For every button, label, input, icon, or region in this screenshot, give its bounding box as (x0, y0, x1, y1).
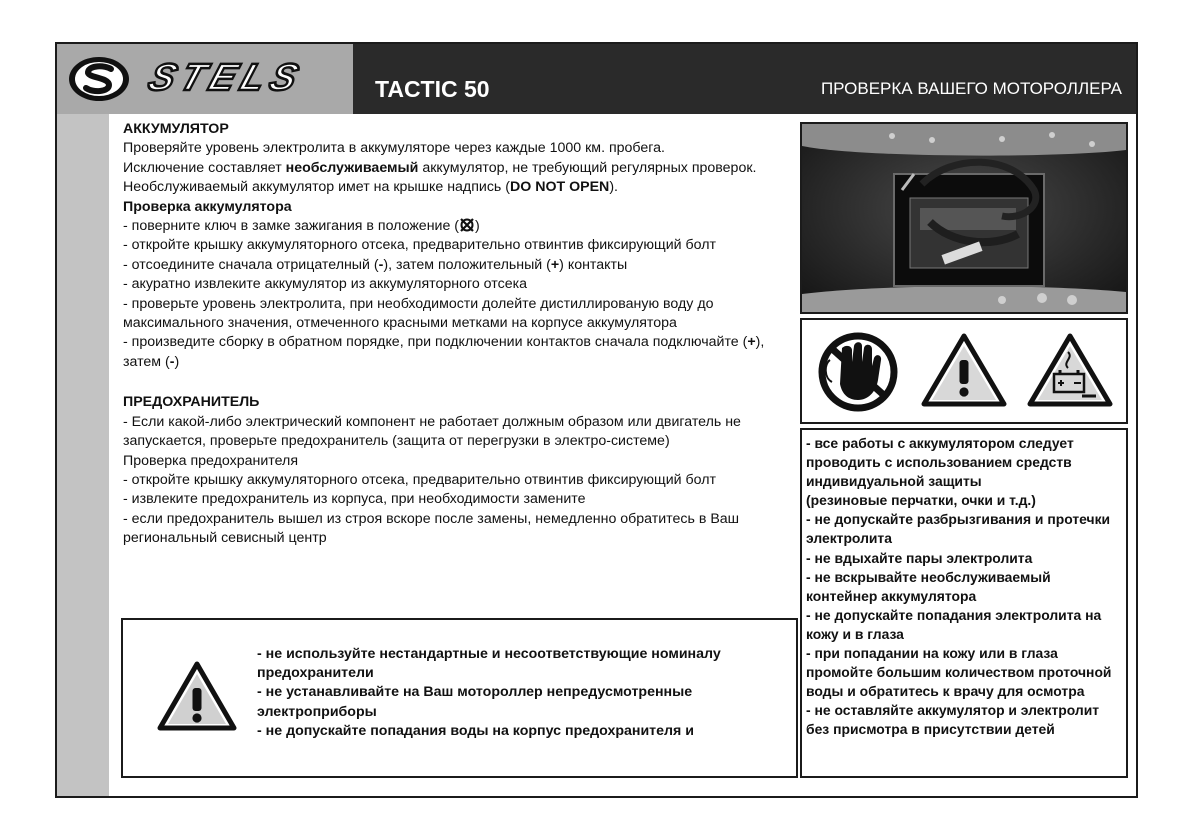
safety-line-8: - не оставляйте аккумулятор и электролит без присмотра в присутствии детей (806, 702, 1100, 738)
battery-hazard-icon (1030, 336, 1110, 404)
svg-text:STELS: STELS (143, 56, 310, 99)
fuse-heading: ПРЕДОХРАНИТЕЛЬ (123, 394, 260, 411)
fuse-warning-line-3: - не допускайте попадания воды на корпус предохранителя и (257, 722, 694, 739)
page-header (57, 44, 1136, 114)
fuse-warning-text (257, 645, 782, 741)
battery-intro-1: Проверяйте уровень электролита в аккумуляторе через каждые 1000 км. пробега. (123, 140, 665, 157)
battery-check-heading: Проверка аккумулятора (123, 198, 292, 215)
safety-line-3: - не допускайте разбрызгивания и протечки электролита (806, 511, 1111, 547)
model-name: TACTIC 50 (375, 76, 490, 102)
ignition-off-icon (459, 218, 475, 232)
battery-step-4: - акуратно извлеките аккумулятор из аккумуляторного отсека (123, 276, 527, 293)
battery-step-3: - отсоедините сначала отрицателный (-), затем положительный (+) контакты (123, 256, 628, 273)
battery-safety-text (806, 434, 1124, 740)
warning-triangle-icon (157, 660, 237, 732)
safety-line-5: - не вскрывайте необслуживаемый контейнер аккумулятора (806, 568, 1051, 604)
fuse-step-3: - если предохранитель вышел из строя вскоре после замены, немедленно обратитесь в Ваш региональный севисный центр (123, 510, 740, 547)
stels-s-logo-icon (67, 54, 131, 104)
battery-intro-3: Необслуживаемый аккумулятор имет на крышке надпись (DO NOT OPEN). (123, 179, 618, 196)
spacer (123, 372, 799, 393)
side-strip (57, 114, 109, 796)
safety-icons-box (800, 318, 1128, 424)
page-frame (55, 42, 1138, 798)
battery-photo-image (802, 124, 1126, 312)
fuse-step-1: - откройте крышку аккумуляторного отсека, предварительно отвинтив фиксирующий болт (123, 471, 716, 488)
fuse-check-heading: Проверка предохранителя (123, 452, 299, 469)
battery-step-2: - откройте крышку аккумуляторного отсека, предварительно отвинтив фиксирующий болт (123, 237, 716, 254)
battery-intro-2: Исключение составляет необслуживаемый аккумулятор, не требующий регулярных проверок. (123, 159, 757, 176)
no-touch-icon (822, 336, 894, 408)
stels-wordmark (141, 56, 341, 100)
battery-compartment-photo (800, 122, 1128, 314)
battery-safety-box (800, 428, 1128, 778)
battery-step-1: - поверните ключ в замке зажигания в положение ( ) (123, 218, 480, 235)
battery-heading: АККУМУЛЯТОР (123, 121, 229, 137)
fuse-intro: - Если какой-либо электрический компонент не работает должным образом или двигатель не запускается, проверьте предохранитель (защита от перегрузки в электро-системе) (123, 413, 741, 450)
logo-block (57, 44, 353, 114)
section-title: ПРОВЕРКА ВАШЕГО МОТОРОЛЛЕРА (820, 79, 1122, 98)
battery-step-6: - произведите сборку в обратном порядке, при подключении контактов сначала подключайте (+), затем (-) (123, 334, 765, 370)
battery-step-5: - проверьте уровень электролита, при необходимости долейте дистиллированую воду до максимального значения, отмеченного красными метками на корпусе аккумулятора (123, 295, 714, 332)
safety-line-6: - не допускайте попадания электролита на кожу и в глаза (806, 606, 1102, 642)
main-text (123, 120, 799, 549)
safety-line-2: (резиновые перчатки, очки и т.д.) (806, 492, 1036, 509)
fuse-warning-line-1: - не используйте нестандартные и несоответствующие номиналу предохранители (257, 646, 721, 682)
fuse-step-2: - извлеките предохранитель из корпуса, при необходимости замените (123, 491, 586, 508)
safety-icons (802, 320, 1126, 422)
safety-line-7: - при попадании на кожу или в глаза промойте большим количеством проточной воды и обратитесь к врачу для осмотра (806, 645, 1112, 700)
warning-triangle-icon (924, 336, 1004, 404)
safety-line-4: - не вдыхайте пары электролита (806, 549, 1033, 566)
fuse-warning-line-2: - не устанавливайте на Ваш мотороллер непредусмотренные электроприборы (257, 684, 693, 720)
safety-line-1: - все работы с аккумулятором следует проводить с использованием средств индивидуальной защиты (806, 435, 1074, 490)
fuse-warning-box (121, 618, 798, 778)
